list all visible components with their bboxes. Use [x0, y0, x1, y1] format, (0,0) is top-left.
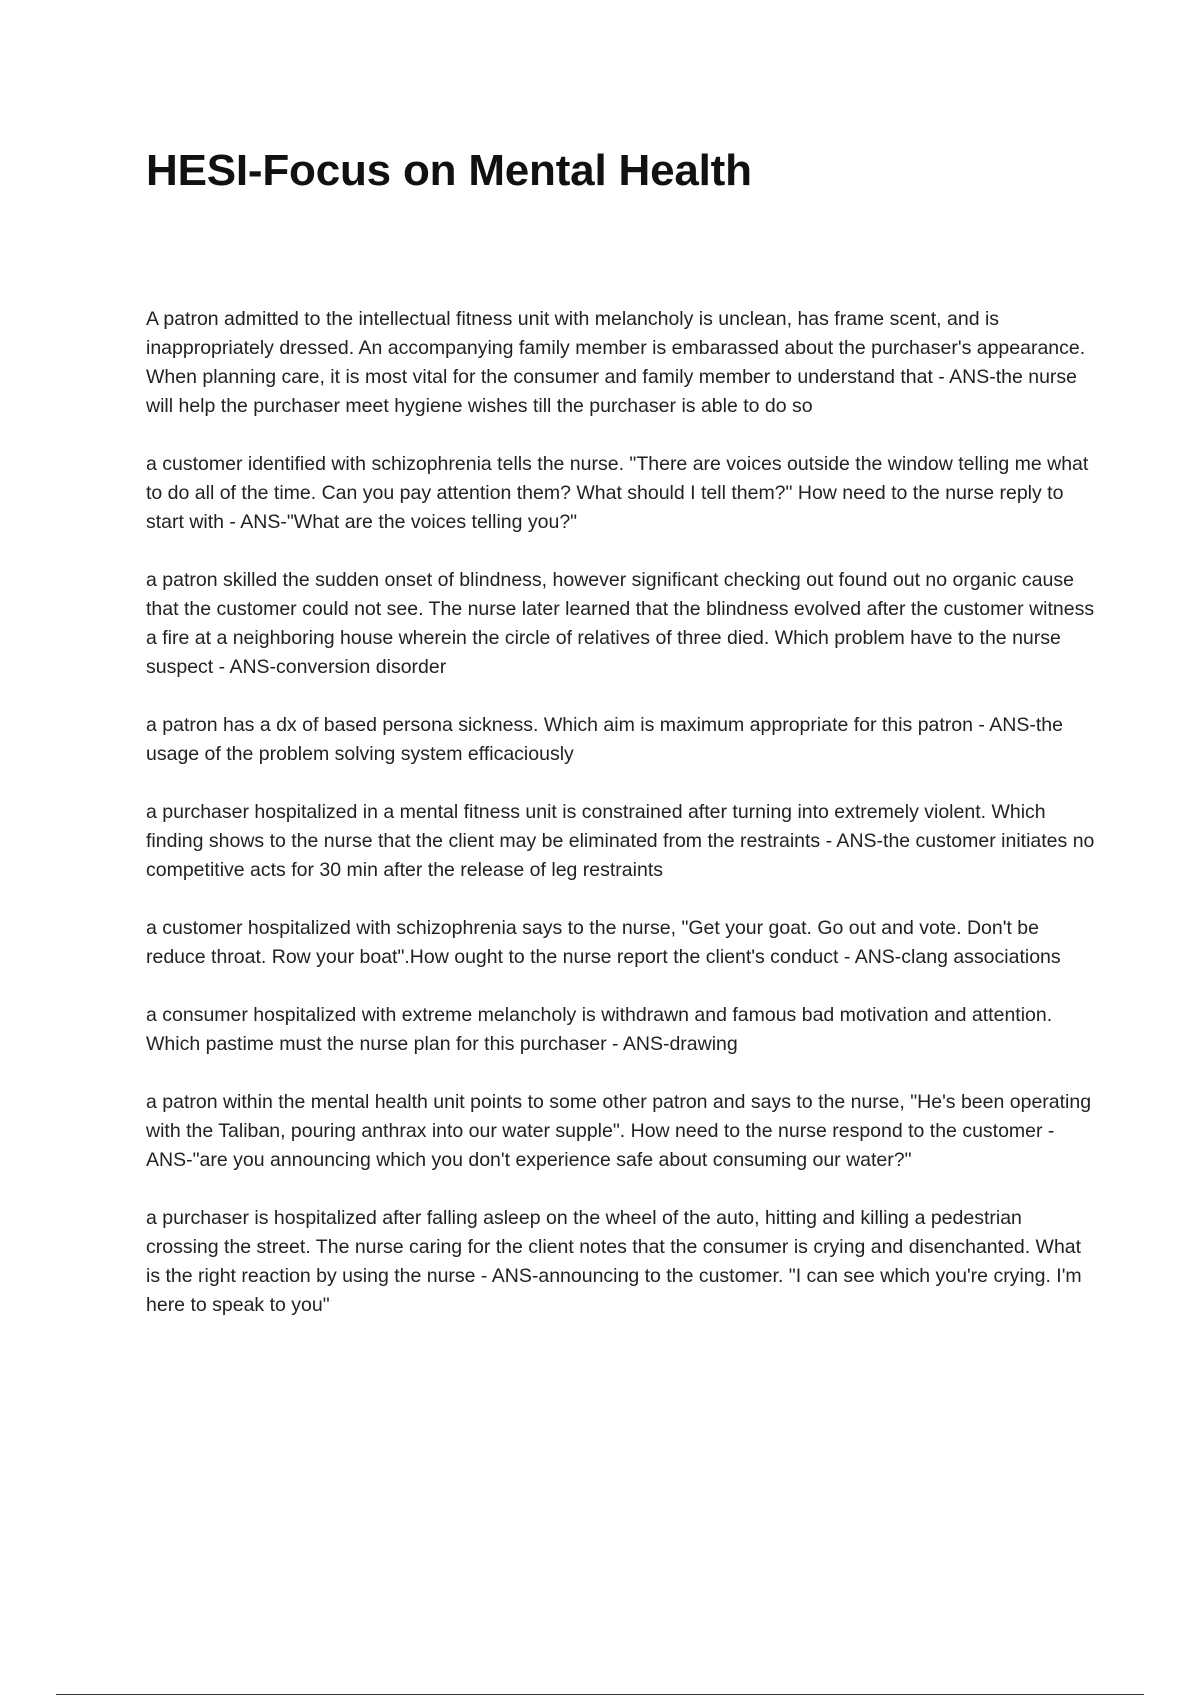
qa-item: a purchaser is hospitalized after falling asleep on the wheel of the auto, hitting and killing a pedestrian crossing the street. The nurse caring for the client notes that the consumer is crying and disenchanted. What is the right reaction by using the nurse - ANS-announcing to the customer. "I can see which you're crying. I'm here to speak to you" — [146, 1207, 1082, 1316]
qa-item: A patron admitted to the intellectual fitness unit with melancholy is unclean, has frame scent, and is inappropriately dressed. An accompanying family member is embarassed about the purchaser's appearance. When planning care, it is most vital for the consumer and family member to understand that - ANS-the nurse will help the purchaser meet hygiene wishes till the purchaser is able to do so — [146, 308, 1086, 417]
qa-item: a patron has a dx of based persona sickness. Which aim is maximum appropriate for this patron - ANS-the usage of the problem solving system efficaciously — [146, 714, 1063, 765]
document-title: HESI-Focus on Mental Health — [146, 146, 752, 195]
qa-item: a purchaser hospitalized in a mental fitness unit is constrained after turning into extremely violent. Which finding shows to the nurse that the client may be eliminated from the restraints - ANS-the customer initiates no competitive acts for 30 min after the release of leg restraints — [146, 801, 1095, 881]
qa-item: a customer identified with schizophrenia tells the nurse. "There are voices outside the window telling me what to do all of the time. Can you pay attention them? What should I tell them?" How need to the nurse reply to start with - ANS-"What are the voices telling you?" — [146, 453, 1089, 533]
qa-item: a customer hospitalized with schizophrenia says to the nurse, "Get your goat. Go out and vote. Don't be reduce throat. Row your boat".How ought to the nurse report the client's conduct - ANS-clang associations — [146, 917, 1061, 968]
qa-item: a patron skilled the sudden onset of blindness, however significant checking out found out no organic cause that the customer could not see. The nurse later learned that the blindness evolved after the customer witness a fire at a neighboring house wherein the circle of relatives of three died. Which problem have to the nurse suspect - ANS-conversion disorder — [146, 569, 1095, 678]
footer-divider — [56, 1694, 1144, 1695]
qa-item: a consumer hospitalized with extreme melancholy is withdrawn and famous bad motivation and attention. Which pastime must the nurse plan for this purchaser - ANS-drawing — [146, 1004, 1053, 1055]
qa-item: a patron within the mental health unit points to some other patron and says to the nurse, "He's been operating with the Taliban, pouring anthrax into our water supple". How need to the nurse respond to the customer - ANS-"are you announcing which you don't experience safe about consuming our water?" — [146, 1091, 1092, 1171]
question-answer-list — [146, 305, 1096, 1349]
